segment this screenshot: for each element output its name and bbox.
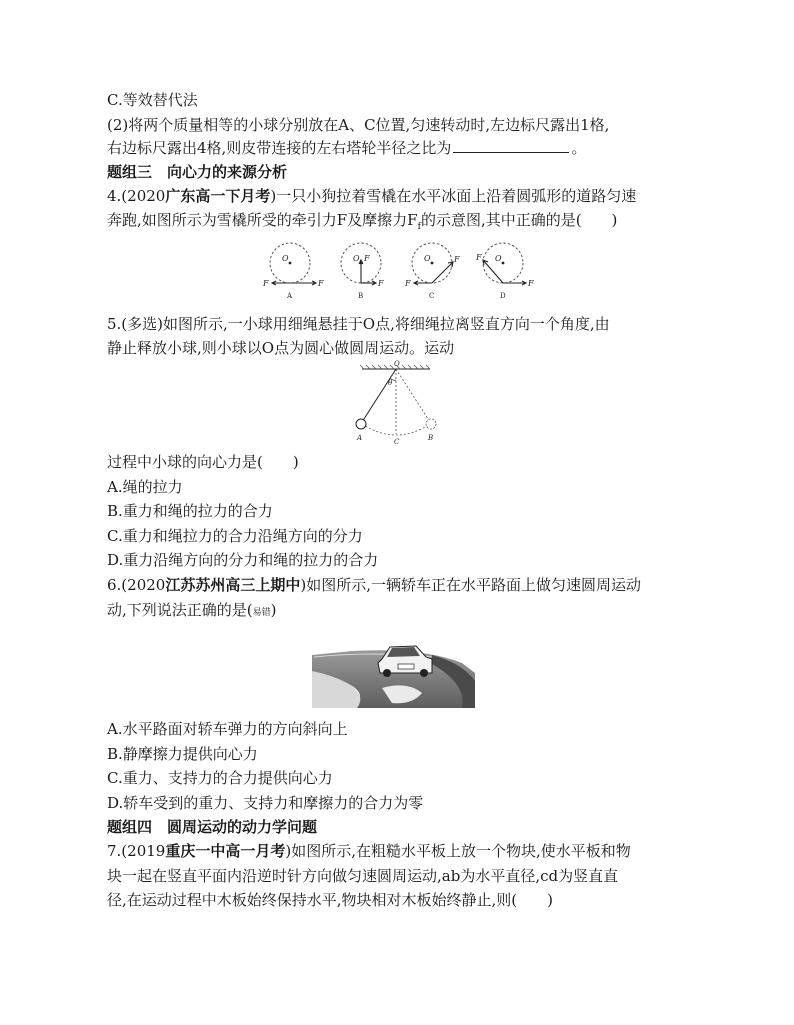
q-prev-part2-line2 (107, 137, 586, 159)
q6-line1 (107, 574, 641, 596)
fig4-label-d: D (500, 292, 506, 300)
q4-line1 (107, 185, 636, 207)
fig4-o-b: O (353, 254, 360, 263)
fig4-f-b: F (364, 254, 370, 263)
q6-figure (312, 633, 477, 708)
q7-line3: 径,在运动过程中木板始终保持水平,物块相对木板始终静止,则( ) (107, 891, 554, 909)
fig4-o-a: O (282, 254, 289, 263)
fig4-o-c: O (424, 254, 431, 263)
q5-line2: 静止释放小球,则小球以O点为圆心做圆周运动。运动 (107, 339, 455, 357)
fig4-o-d: O (495, 254, 502, 263)
q5-option-d: D.重力沿绳方向的分力和绳的拉力的合力 (107, 551, 379, 569)
fig4-ff-d: F (528, 279, 534, 288)
q6-option-c: C.重力、支持力的合力提供向心力 (107, 769, 333, 787)
fig4-ff-a: F (263, 279, 269, 288)
q4-source: 广东高一下月考 (165, 187, 271, 205)
q6-text3: ) (270, 601, 277, 619)
q5-line3: 过程中小球的向心力是( ) (107, 453, 299, 471)
fig4-f-a: F (318, 279, 324, 288)
q5-figure (340, 358, 450, 446)
q4-number: 4.(2020 (107, 187, 166, 205)
q6-tag: 易错 (252, 608, 271, 618)
q4-subscript: f (417, 222, 421, 232)
q-prev-part2-end: 。 (571, 139, 587, 157)
q4-figure (258, 240, 538, 302)
q7-source: 重庆一中高一月考 (165, 842, 286, 860)
q5-option-c: C.重力和绳拉力的合力沿绳方向的分力 (107, 527, 363, 545)
fig4-f-d: F (476, 253, 482, 262)
q7-text1: )如图所示,在粗糙水平板上放一个物块,使水平板和物 (285, 842, 631, 860)
q6-option-a: A.水平路面对轿车弹力的方向斜向上 (107, 720, 348, 738)
q5-line1: 5.(多选)如图所示,一小球用细绳悬挂于O点,将细绳拉离竖直方向一个角度,由 (107, 315, 610, 333)
group3-heading: 题组三 向心力的来源分析 (107, 163, 288, 181)
q6-line2 (107, 599, 277, 624)
q6-text2: 动,下列说法正确的是( (107, 601, 253, 619)
q-prev-part2-line1: (2)将两个质量相等的小球分别放在A、C位置,匀速转动时,左边标尺露出1格, (107, 116, 610, 134)
q4-line2 (107, 209, 617, 238)
q6-number: 6.(2020 (107, 576, 166, 594)
q6-option-b: B.静摩擦力提供向心力 (107, 745, 258, 763)
q7-line2: 块一起在竖直平面内沿逆时针方向做匀速圆周运动,ab为水平直径,cd为竖直直 (107, 867, 619, 885)
q-prev-option-c: C.等效替代法 (107, 91, 198, 109)
fig4-ff-b: F (378, 279, 384, 288)
q5-option-a: A.绳的拉力 (107, 478, 183, 496)
q4-text2: 奔跑,如图所示为雪橇所受的牵引力F及摩擦力F (107, 211, 418, 229)
fig5-label-b: B (428, 434, 434, 442)
q7-number: 7.(2019 (107, 842, 166, 860)
fig4-label-a: A (287, 292, 293, 300)
q-prev-part2-text: 右边标尺露出4格,则皮带连接的左右塔轮半径之比为 (107, 139, 452, 157)
q5-option-b: B.重力和绳的拉力的合力 (107, 502, 273, 520)
q6-text1: )如图所示,一辆轿车正在水平路面上做匀速圆周运动 (300, 576, 641, 594)
q6-option-d: D.轿车受到的重力、支持力和摩擦力的合力为零 (107, 794, 424, 812)
fig5-label-theta: θ (388, 379, 393, 387)
fig4-label-c: C (429, 292, 435, 300)
fig4-f-c: F (454, 255, 460, 264)
q4-text1: )一只小狗拉着雪橇在水平冰面上沿着圆弧形的道路匀速 (270, 187, 637, 205)
q6-source: 江苏苏州高三上期中 (165, 576, 301, 594)
q4-text3: 的示意图,其中正确的是( ) (420, 211, 618, 229)
fig4-ff-c: F (405, 279, 411, 288)
q7-line1 (107, 840, 631, 862)
fig5-label-o: O (394, 360, 400, 368)
fig5-label-c: C (394, 438, 400, 446)
fig4-label-b: B (358, 292, 364, 300)
answer-blank (453, 138, 569, 153)
group4-heading: 题组四 圆周运动的动力学问题 (107, 818, 318, 836)
fig5-label-a: A (357, 434, 363, 442)
